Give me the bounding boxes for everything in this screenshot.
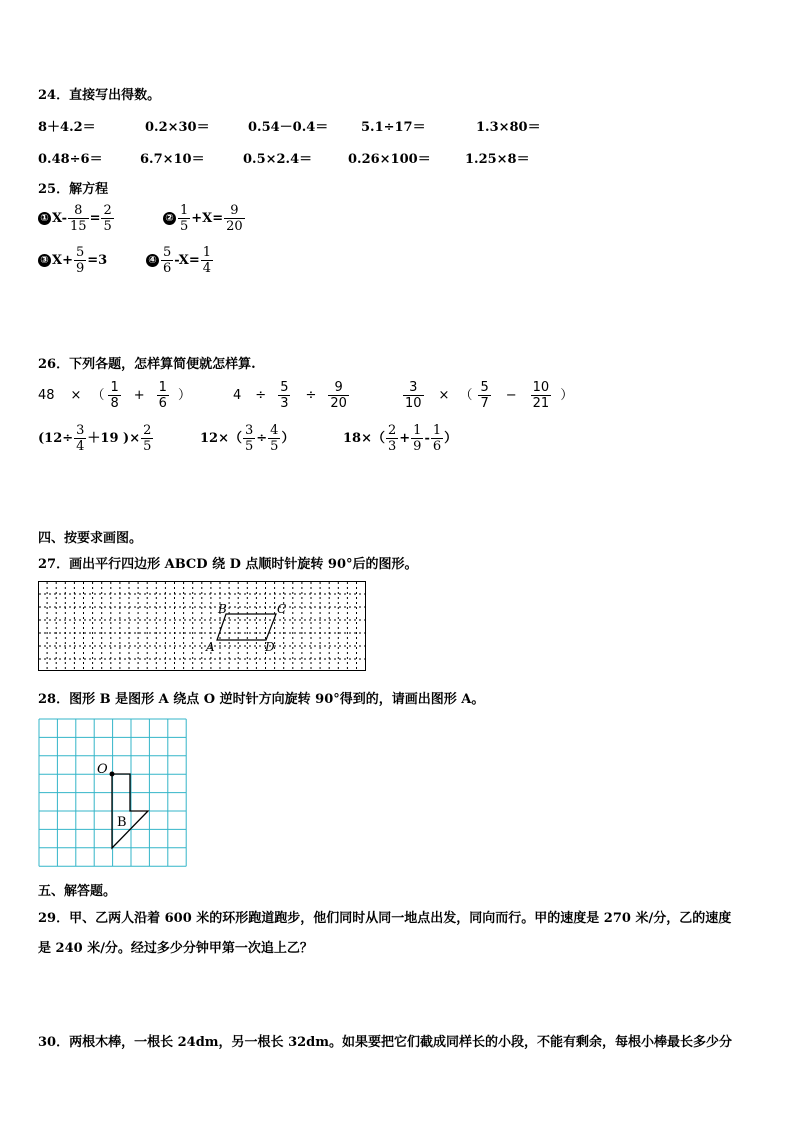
parallelogram-abcd (217, 614, 276, 640)
vertex-label-a: A (206, 640, 215, 654)
fraction: $\frac{1}{9}$ (413, 423, 422, 454)
q29-line: 是 240 米/分。经过多少分钟甲第一次追上乙？ (38, 941, 313, 956)
equation-2: ② $\frac{1}{5}$ +X= $\frac{9}{20}$ (163, 203, 246, 234)
equation-1: ① X- $\frac{8}{15}$ = $\frac{2}{5}$ (38, 203, 115, 234)
circled-number: ② (163, 212, 176, 225)
fraction: $\frac{2}{5}$ (143, 423, 152, 454)
figure-b-label: B (117, 815, 127, 830)
expression-3: $\frac{3}{10}$ × （ $\frac{5}{7}$ − $\frac{10}{21}$ ） (405, 380, 574, 411)
q29-line: 29．甲、乙两人沿着 600 米的环形跑道跑步，他们同时从同一地点出发，同向而行。甲的速度是 270 米/分，乙的速度 (38, 911, 732, 926)
section-heading: 五、解答题。 (38, 884, 117, 899)
fraction: $\frac{9}{20}$ (226, 203, 243, 234)
q25-title: 25．解方程 (38, 182, 109, 197)
fraction: $\frac{5}{6}$ (163, 245, 172, 276)
q24-item: 1.3×80＝ (476, 120, 541, 135)
q24-item: 8＋4.2＝ (38, 120, 96, 135)
parallelogram-grid (38, 581, 366, 671)
fraction: $\frac{1}{6}$ (158, 380, 167, 411)
q30-line: 30．两根木棒，一根长 24dm，另一根长 32dm。如果要把它们截成同样长的小段，不能有剩余，每根小棒最长多少分 (38, 1035, 733, 1050)
fraction: $\frac{10}{21}$ (532, 380, 550, 411)
q27-title: 27．画出平行四边形 ABCD 绕 D 点顺时针旋转 90°后的图形。 (38, 557, 418, 572)
circled-number: ③ (38, 254, 51, 267)
fraction: $\frac{5}{7}$ (480, 380, 489, 411)
fraction: $\frac{5}{9}$ (75, 245, 85, 276)
fraction: $\frac{1}{4}$ (202, 245, 211, 276)
q26-title: 26．下列各题，怎样算简便就怎样算. (38, 357, 256, 372)
fraction: $\frac{1}{5}$ (180, 203, 189, 234)
expression-4: (12÷ $\frac{3}{4}$ ＋19 )× $\frac{2}{5}$ (38, 423, 152, 454)
q24-title: 24．直接写出得数。 (38, 88, 161, 103)
fraction: $\frac{1}{6}$ (432, 423, 442, 454)
fraction: $\frac{3}{4}$ (76, 423, 85, 454)
vertex-label-c: C (277, 602, 287, 616)
section-heading: 四、按要求画图。 (38, 531, 143, 546)
q24-item: 5.1÷17＝ (361, 120, 426, 135)
q24-item: 0.2×30＝ (145, 120, 210, 135)
equation-3: ③ X+ $\frac{5}{9}$ =3 (38, 245, 107, 276)
equation-4: ④ $\frac{5}{6}$ -X= $\frac{1}{4}$ (146, 245, 214, 276)
fraction: $\frac{3}{5}$ (244, 423, 254, 454)
vertex-label-d: D (265, 640, 275, 654)
expression-6: 18×（ $\frac{2}{3}$ + $\frac{1}{9}$ - $\frac{1}{6}$ ） (343, 423, 458, 454)
circled-number: ① (38, 212, 51, 225)
fraction: $\frac{3}{10}$ (405, 380, 422, 411)
fraction: $\frac{2}{3}$ (387, 423, 397, 454)
q28-title: 28．图形 B 是图形 A 绕点 O 逆时针方向旋转 90°得到的，请画出图形 A。 (38, 692, 485, 707)
q24-item: 0.54－0.4＝ (248, 120, 329, 135)
expression-1: 48 × （ $\frac{1}{8}$ + $\frac{1}{6}$ ） (38, 380, 191, 411)
square-grid-figure (38, 718, 188, 868)
expression-2: 4 ÷ $\frac{5}{3}$ ÷ $\frac{9}{20}$ (233, 380, 347, 411)
fraction: $\frac{8}{15}$ (70, 203, 87, 234)
rotation-grid (38, 718, 188, 868)
expression-5: 12×（ $\frac{3}{5}$ ÷ $\frac{4}{5}$ ） (200, 423, 295, 454)
point-o (110, 772, 115, 777)
vertex-label-b: B (218, 602, 227, 616)
q24-item: 0.5×2.4＝ (243, 152, 313, 167)
point-o-label: O (97, 762, 108, 777)
q24-item: 0.26×100＝ (348, 152, 431, 167)
fraction: $\frac{9}{20}$ (330, 380, 347, 411)
q24-item: 0.48÷6＝ (38, 152, 103, 167)
fraction: $\frac{2}{5}$ (103, 203, 112, 234)
q24-item: 1.25×8＝ (465, 152, 530, 167)
q24-item: 6.7×10＝ (140, 152, 205, 167)
circled-number: ④ (146, 254, 159, 267)
fraction: $\frac{4}{5}$ (270, 423, 279, 454)
fraction: $\frac{1}{8}$ (110, 380, 119, 411)
dotted-grid-figure (38, 581, 366, 671)
fraction: $\frac{5}{3}$ (280, 380, 289, 411)
